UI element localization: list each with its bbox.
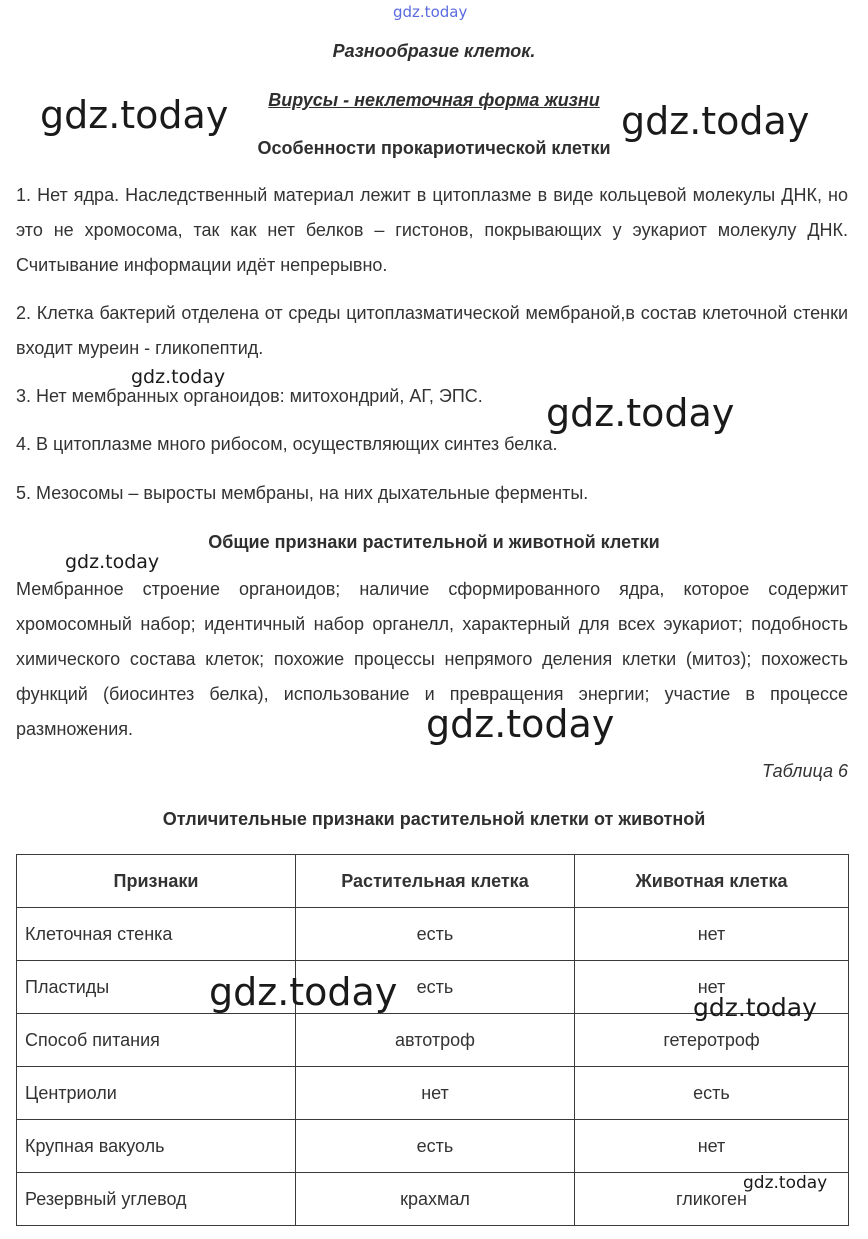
row-feature: Резервный углевод — [17, 1173, 296, 1226]
row-animal-value: есть — [575, 1067, 849, 1120]
header-features: Признаки — [17, 855, 296, 908]
row-plant-value: есть — [296, 961, 575, 1014]
table-row — [17, 1067, 849, 1120]
row-animal-value: гликоген — [575, 1173, 849, 1226]
table-row — [17, 1173, 849, 1226]
common-paragraph: Мембранное строение органоидов; наличие сформированного ядра, которое содержит хромосомный набор; идентичный набор органелл, характерный для всех эукариот; подобность химического состава клеток; похожие процессы непрямого деления клетки (митоз); похожесть функций (биосинтез белка), использование и превращения энергии; участие в процессе размножения. — [16, 579, 848, 739]
watermark: gdz.today — [546, 391, 735, 435]
common-heading: Общие признаки растительной и животной клетки — [208, 532, 660, 552]
header-animal-cell: Животная клетка — [575, 855, 849, 908]
page-title: Разнообразие клеток. — [332, 41, 536, 61]
row-animal-value: нет — [575, 961, 849, 1014]
row-plant-value: автотроф — [296, 1014, 575, 1067]
header-plant-cell: Растительная клетка — [296, 855, 575, 908]
row-animal-value: нет — [575, 908, 849, 961]
watermark: gdz.today — [743, 1173, 828, 1193]
prokaryote-item-2: 2. Клетка бактерий отделена от среды цитоплазматической мембраной,в состав клеточной стенки входит муреин - гликопептид. — [16, 303, 848, 358]
prokaryote-item-1: 1. Нет ядра. Наследственный материал лежит в цитоплазме в виде кольцевой молекулы ДНК, но это не хромосома, так как нет белков – гистонов, покрывающих у эукариот молекулу ДНК. Считывание информации идёт непрерывно. — [16, 185, 848, 275]
row-plant-value: нет — [296, 1067, 575, 1120]
row-feature: Клеточная стенка — [17, 908, 296, 961]
table-caption: Таблица 6 — [761, 761, 848, 781]
watermark: gdz.today — [693, 993, 817, 1022]
row-plant-value: крахмал — [296, 1173, 575, 1226]
watermark: gdz.today — [40, 93, 229, 137]
table-title: Отличительные признаки растительной клетки от животной — [162, 809, 706, 829]
row-plant-value: есть — [296, 1120, 575, 1173]
row-animal-value: нет — [575, 1120, 849, 1173]
table-header-row — [17, 855, 849, 908]
table-row — [17, 908, 849, 961]
row-plant-value: есть — [296, 908, 575, 961]
watermark-top: gdz.today — [393, 3, 468, 21]
virus-heading: Вирусы - неклеточная форма жизни — [268, 90, 600, 110]
watermark: gdz.today — [131, 366, 226, 388]
row-feature: Центриоли — [17, 1067, 296, 1120]
watermark: gdz.today — [209, 970, 398, 1014]
prokaryote-item-4: 4. В цитоплазме много рибосом, осуществляющих синтез белка. — [16, 434, 558, 454]
prokaryote-heading: Особенности прокариотической клетки — [257, 138, 611, 158]
prokaryote-item-5: 5. Мезосомы – выросты мембраны, на них дыхательные ферменты. — [16, 483, 589, 503]
row-feature: Пластиды — [17, 961, 296, 1014]
watermark: gdz.today — [65, 551, 160, 573]
watermark: gdz.today — [621, 99, 810, 143]
prokaryote-item-3: 3. Нет мембранных органоидов: митохондрий, АГ, ЭПС. — [16, 386, 483, 406]
row-feature: Крупная вакуоль — [17, 1120, 296, 1173]
row-feature: Способ питания — [17, 1014, 296, 1067]
row-animal-value: гетеротроф — [575, 1014, 849, 1067]
watermark: gdz.today — [426, 702, 615, 746]
comparison-table — [16, 854, 849, 1226]
table-row — [17, 1120, 849, 1173]
